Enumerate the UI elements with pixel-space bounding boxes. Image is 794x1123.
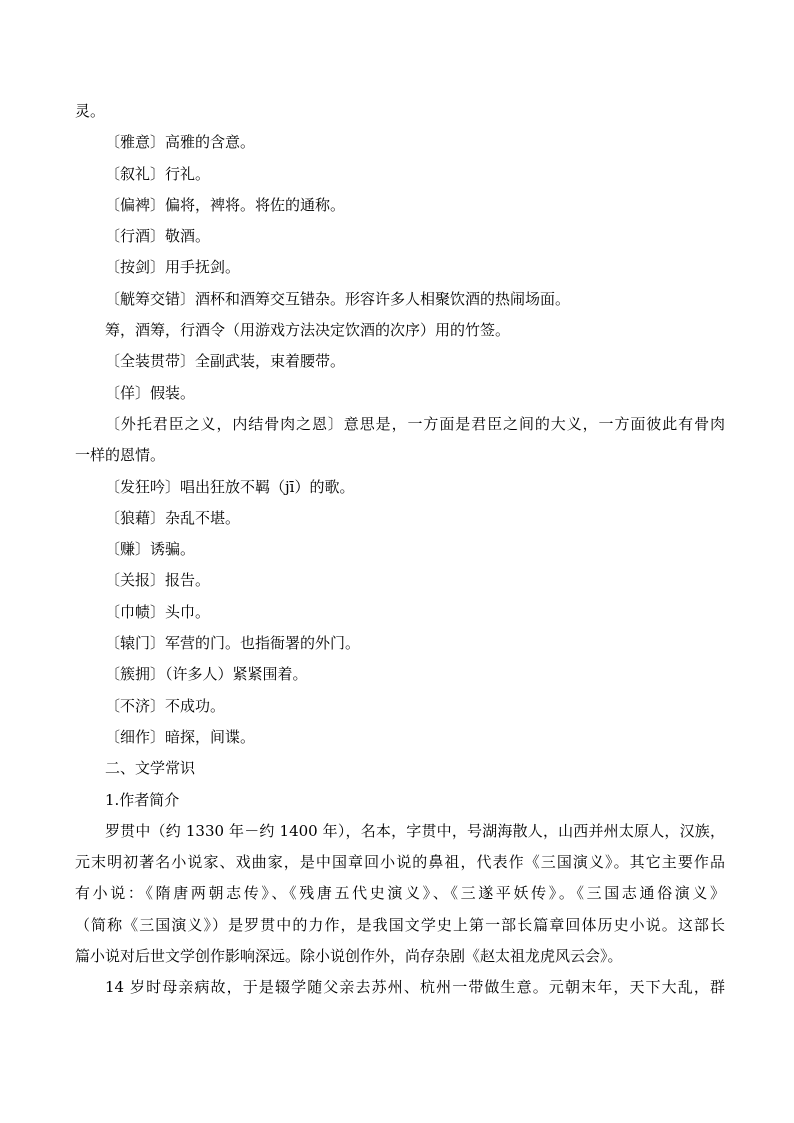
text-line: （简称《三国演义》）是罗贯中的力作，是我国文学史上第一部长篇章回体历史小说。这部长 [75, 915, 725, 934]
text-line: 〔辕门〕军营的门。也指衙署的外门。 [105, 634, 361, 653]
text-line: 1.作者简介 [105, 790, 180, 809]
text-line: 〔狼藉〕杂乱不堪。 [105, 508, 241, 527]
text-line: 〔全装贯带〕全副武装，束着腰带。 [105, 352, 346, 371]
text-line: 有小说：《隋唐两朝志传》、《残唐五代史演义》、《三遂平妖传》。《三国志通俗演义》 [75, 884, 725, 903]
text-line: 14 岁时母亲病故，于是辍学随父亲去苏州、杭州一带做生意。元朝末年，天下大乱，群 [105, 978, 725, 997]
text-line: 〔簇拥〕（许多人）紧紧围着。 [105, 665, 308, 684]
text-line: 〔外托君臣之义，内结骨肉之恩〕意思是，一方面是君臣之间的大义，一方面彼此有骨肉 [105, 414, 725, 433]
text-line: 〔巾帻〕头巾。 [105, 602, 211, 621]
text-line: 〔按剑〕用手抚剑。 [105, 258, 241, 277]
text-line: 一样的恩情。 [75, 446, 166, 465]
text-line: 〔觥筹交错〕酒杯和酒筹交互错杂。形容许多人相聚饮酒的热闹场面。 [105, 289, 571, 308]
text-line: 〔细作〕暗探，间谍。 [105, 727, 256, 746]
text-line: 〔赚〕诱骗。 [105, 540, 196, 559]
text-line: 二、文学常识 [105, 759, 196, 778]
text-line: 〔偏裨〕偏将，裨将。将佐的通称。 [105, 195, 346, 214]
text-line: 〔叙礼〕行礼。 [105, 164, 211, 183]
text-line: 〔行酒〕敬酒。 [105, 227, 211, 246]
text-line: 元末明初著名小说家、戏曲家，是中国章回小说的鼻祖，代表作《三国演义》。其它主要作品 [75, 853, 725, 872]
text-line: 〔关报〕报告。 [105, 571, 211, 590]
text-line: 筹，酒筹，行酒令（用游戏方法决定饮酒的次序）用的竹签。 [105, 321, 511, 340]
text-line: 〔佯〕假装。 [105, 383, 196, 402]
text-line: 〔不济〕不成功。 [105, 696, 226, 715]
text-line: 罗贯中（约 1330 年－约 1400 年），名本，字贯中，号湖海散人，山西并州太原人，汉族， [105, 821, 725, 840]
text-line: 〔雅意〕高雅的含意。 [105, 133, 256, 152]
text-line: 灵。 [75, 102, 106, 120]
document-body [75, 96, 725, 1004]
text-line: 〔发狂吟〕唱出狂放不羁（jī）的歌。 [105, 477, 355, 496]
text-line: 篇小说对后世文学创作影响深远。除小说创作外，尚存杂剧《赵太祖龙虎风云会》。 [75, 947, 623, 966]
